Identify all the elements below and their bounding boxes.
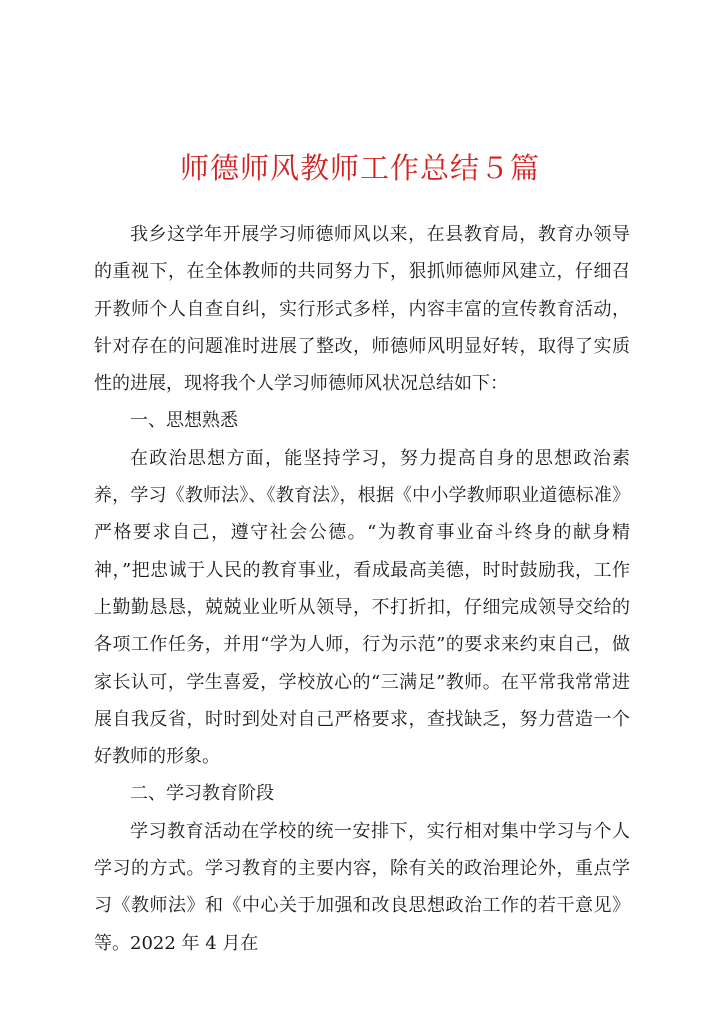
document-title: 师德师风教师工作总结５篇 (179, 151, 540, 185)
paragraph-study: 学习教育活动在学校的统一安排下，实行相对集中学习与个人学习的方式。学习教育的主要内容，除有关的政治理论外，重点学习《教师法》和《中心关于加强和改良思想政治工作的若干意见》等。2022 年 4 月在 (94, 820, 630, 954)
section-heading-2: 二、学习教育阶段 (130, 783, 274, 805)
section-heading-1: 一、思想熟悉 (130, 410, 238, 432)
paragraph-thought: 在政治思想方面，能坚持学习，努力提高自身的思想政治素养，学习《教师法》、《教育法》，根据《中小学教师职业道德标准》严格要求自己，遵守社会公德。“为教育事业奋斗终身的献身精神，”把忠诚于人民的教育事业，看成最高美德，时时鼓励我，工作上勤勤恳恳，兢兢业业听从领导，不打折扣，仔细完成领导交给的各项工作任务，并用“学为人师，行为示范”的要求来约束自己，做家长认可，学生喜爱，学校放心的“三满足”教师。在平常我常常进展自我反省，时时到处对自己严格要求，查找缺乏，努力营造一个好教师的形象。 (94, 447, 630, 768)
paragraph-intro: 我乡这学年开展学习师德师风以来，在县教育局，教育办领导的重视下，在全体教师的共同努力下，狠抓师德师风建立，仔细召开教师个人自查自纠，实行形式多样，内容丰富的宣传教育活动，针对存在的问题准时进展了整改，师德师风明显好转，取得了实质性的进展，现将我个人学习师德师风状况总结如下： (94, 224, 630, 395)
document-body (94, 216, 630, 962)
